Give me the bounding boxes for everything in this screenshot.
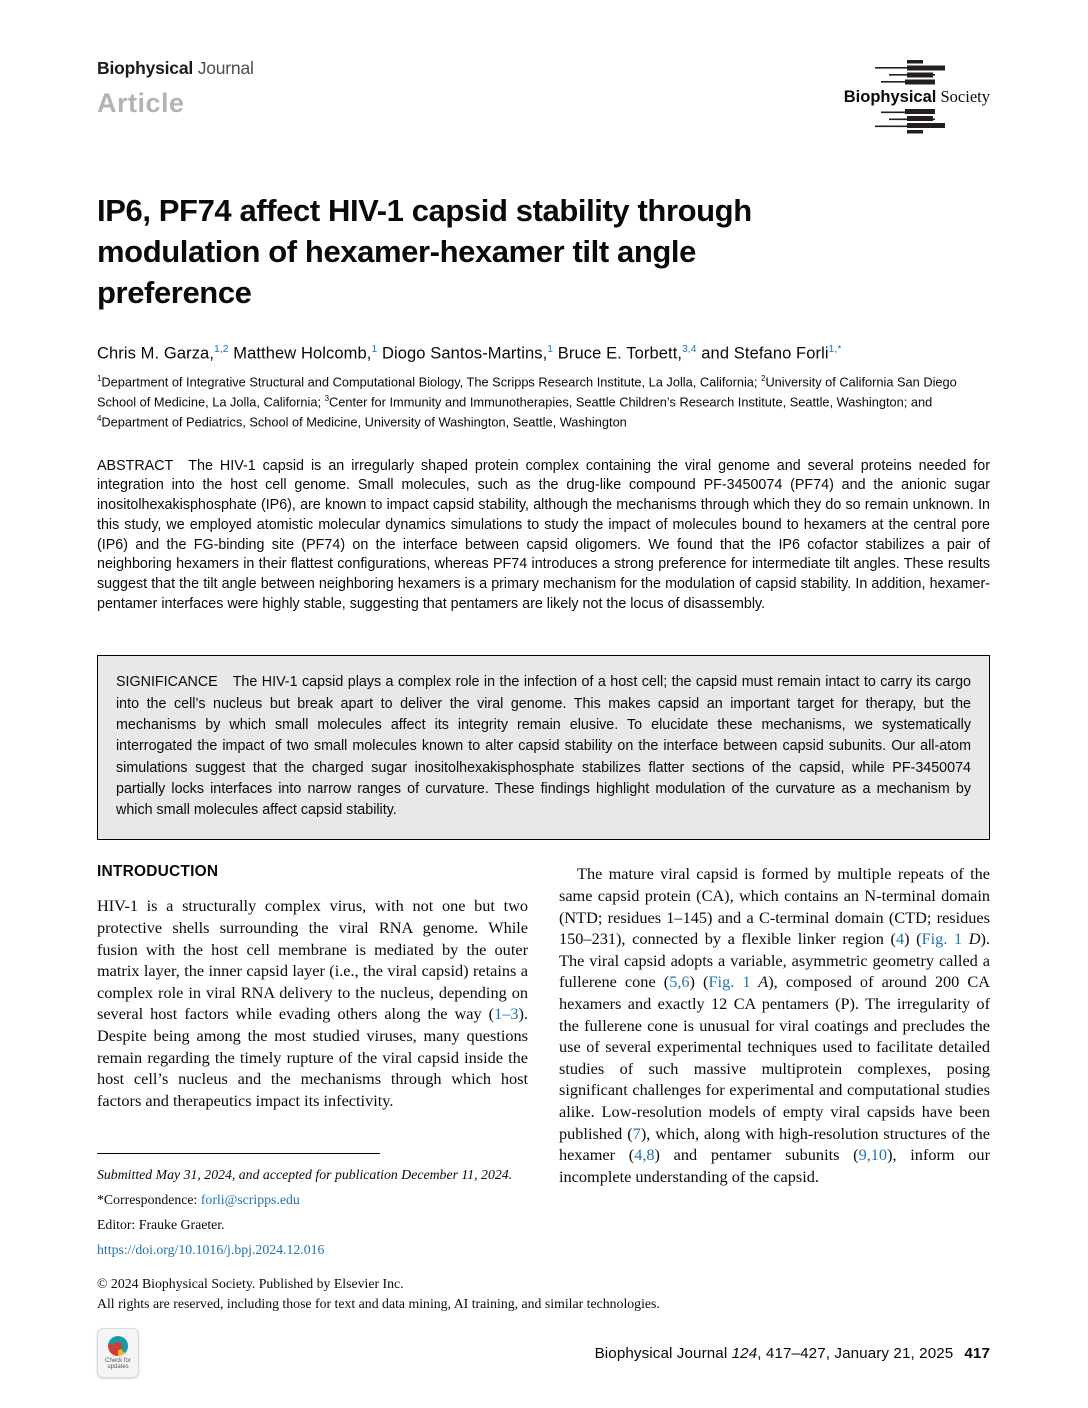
significance-label: SIGNIFICANCE <box>116 674 218 691</box>
editor-note: Editor: Frauke Graeter. <box>97 1217 225 1233</box>
text-segment: A <box>750 972 769 992</box>
text-segment: Chris M. Garza, <box>97 344 215 363</box>
footnote-divider <box>97 1153 380 1154</box>
check-for-updates-badge[interactable] <box>97 1328 139 1378</box>
footer-pages: , 417–427, January 21, 2025 <box>757 1344 954 1362</box>
text-segment: Department of Integrative Structural and Computational Biology, The Scripps Research Institute, La Jolla, California; <box>101 373 762 389</box>
inline-link[interactable]: 3,4 <box>682 344 697 355</box>
left-column <box>97 863 528 1265</box>
society-logo-bars-bottom <box>869 108 965 134</box>
journal-name-light: Journal <box>193 58 254 78</box>
society-name-light: Society <box>936 87 990 106</box>
text-segment: ) and pentamer subunits ( <box>654 1145 859 1165</box>
correspondence-email-link[interactable]: forli@scripps.edu <box>200 1192 300 1208</box>
text-segment: ), inform our incomplete understanding of the capsid. <box>559 1145 990 1186</box>
page-footer <box>97 1328 990 1378</box>
affiliations <box>97 371 990 431</box>
text-segment: ), which, along with high-resolution structures of the hexamer ( <box>559 1123 990 1165</box>
article-title <box>97 190 957 313</box>
text-segment: ) ( <box>904 929 922 949</box>
footer-page-number: 417 <box>964 1344 990 1362</box>
text-segment: Center for Immunity and Immunotherapies, Seattle Children’s Research Institute, Seattle, Washington; and <box>329 393 933 409</box>
inline-link[interactable]: 1 <box>371 344 378 355</box>
author-list <box>97 344 990 364</box>
crossmark-icon <box>108 1336 128 1356</box>
title-line-3: preference <box>97 275 252 310</box>
submitted-note: Submitted May 31, 2024, and accepted for publication December 11, 2024. <box>97 1167 513 1183</box>
article-type-label: Article <box>97 88 185 118</box>
society-logo-bars-top <box>869 60 965 86</box>
text-segment: ) ( <box>689 972 709 992</box>
text-segment: and Stefano Forli <box>696 344 829 363</box>
copyright-line-2: All rights are reserved, including those for text and data mining, AI training, and similar technologies. <box>97 1295 660 1311</box>
introduction-paragraph-1 <box>97 895 528 1111</box>
abstract-label: ABSTRACT <box>97 457 174 474</box>
footer-journal: Biophysical Journal <box>594 1344 732 1362</box>
copyright-line-1: © 2024 Biophysical Society. Published by Elsevier Inc. <box>97 1276 404 1292</box>
journal-name-bold: Biophysical <box>97 58 194 78</box>
running-footer-citation <box>595 1345 990 1362</box>
text-segment: Bruce E. Torbett, <box>553 344 683 363</box>
title-line-2: modulation of hexamer-hexamer tilt angle <box>97 234 696 269</box>
society-name <box>844 87 990 107</box>
inline-link[interactable]: Fig. 1 <box>921 929 963 949</box>
body-columns <box>97 863 990 1265</box>
inline-link[interactable]: 1,* <box>828 344 842 355</box>
inline-link[interactable]: 1–3 <box>494 1004 519 1024</box>
inline-link[interactable]: 4 <box>895 929 905 949</box>
text-segment: The mature viral capsid is formed by multiple repeats of the same capsid protein (CA), which contains an N-terminal domain (NTD; residues 1–145) and a C-terminal domain (CTD; residues 150–231), connected by a flexible linker region ( <box>559 864 990 949</box>
inline-link[interactable]: 1,2 <box>214 344 229 355</box>
footer-volume: 124 <box>731 1344 758 1362</box>
text-segment: University of California San Diego School of Medicine, La Jolla, California; <box>97 373 957 409</box>
abstract-text: The HIV-1 capsid is an irregularly shaped protein complex containing the viral genome and several proteins needed for integration into the host cell genome. Small molecules, such as the drug-like compound PF-3450074 (PF74) and the anionic sugar inositolhexakisphosphate (IP6), are known to impact capsid stability, although the mechanisms through which they do so remain unknown. In this study, we employed atomistic molecular dynamics simulations to study the impact of molecules bound to hexamers at the central pore (IP6) and the FG-binding site (PF74) on the interface between capsid oligomers. We found that the IP6 cofactor stabilizes a pair of neighboring hexamers in their flattest configurations, whereas PF74 introduces a strong preference for intermediate tilt angles. These results suggest that the tilt angle between neighboring hexamers is a primary mechanism for the modulation of capsid stability. In addition, hexamer-pentamer interfaces were highly stable, suggesting that pentamers are likely not the locus of disassembly. <box>97 457 990 612</box>
inline-link[interactable]: 9,10 <box>858 1145 888 1165</box>
text-segment: 4 <box>97 413 102 423</box>
abstract-paragraph <box>97 457 990 615</box>
text-segment: HIV-1 is a structurally complex virus, with not one but two protective shells surrounding the viral RNA genome. While fusion with the host cell membrane is mediated by the outer matrix layer, the inner capsid layer (i.e., the viral capsid) retains a complex role in viral RNA delivery to the nucleus, depending on several host factors while evading others along the way ( <box>97 896 528 1024</box>
journal-name <box>97 58 254 79</box>
introduction-heading: INTRODUCTION <box>97 863 219 881</box>
inline-link[interactable]: 5,6 <box>669 972 690 992</box>
footnote-block <box>97 1153 528 1265</box>
inline-link[interactable]: 1 <box>547 344 554 355</box>
text-segment: 1 <box>97 373 102 383</box>
masthead-left <box>97 58 254 119</box>
copyright-block <box>97 1274 990 1313</box>
text-segment: D <box>962 929 981 949</box>
text-segment: Matthew Holcomb, <box>228 344 372 363</box>
text-segment: Diogo Santos-Martins, <box>377 344 548 363</box>
biophysical-society-logo <box>844 60 990 134</box>
correspondence-note <box>97 1190 528 1210</box>
doi-link[interactable]: https://doi.org/10.1016/j.bpj.2024.12.016 <box>97 1242 325 1258</box>
title-line-1: IP6, PF74 affect HIV-1 capsid stability through <box>97 193 752 228</box>
text-segment: ), composed of around 200 CA hexamers and exactly 12 CA pentamers (P). The irregularity of the fullerene cone is unusual for viral coatings and precludes the use of several experimental techniques used to facilitate detailed studies of such massive multiprotein complexes, posing significant challenges for experimental and computational studies alike. Low-resolution models of empty viral capsids have been published ( <box>559 972 990 1143</box>
society-name-bold: Biophysical <box>843 88 937 106</box>
introduction-paragraph-2 <box>559 863 990 1187</box>
masthead <box>97 58 990 134</box>
inline-link[interactable]: 7 <box>632 1123 641 1143</box>
text-segment: ). The viral capsid adopts a variable, asymmetric geometry called a fullerene cone ( <box>559 929 991 992</box>
significance-text: The HIV-1 capsid plays a complex role in the infection of a host cell; the capsid must remain intact to carry its cargo into the cell’s nucleus but break apart to deliver the viral genome. This makes capsid an important target for therapy, but the mechanisms by which small molecules affect its integrity remain elusive. To elucidate these mechanisms, we systematically interrogated the impact of two small molecules known to alter capsid stability on the interface between capsid subunits. Our all-atom simulations suggest that the charged sugar inositolhexakisphosphate stabilizes flatter sections of the capsid, while PF-3450074 partially locks interfaces into narrow ranges of curvature. These findings highlight modulation of the curvature as a mechanism by which small molecules affect capsid stability. <box>116 674 971 819</box>
text-segment: 2 <box>761 373 766 383</box>
significance-box <box>97 655 990 840</box>
right-column <box>559 863 990 1265</box>
text-segment: 3 <box>324 393 330 403</box>
text-segment: Department of Pediatrics, School of Medicine, University of Washington, Seattle, Washington <box>101 413 627 429</box>
correspondence-label: *Correspondence: <box>97 1192 201 1208</box>
check-for-updates-label: Check for updates <box>105 1357 131 1371</box>
inline-link[interactable]: Fig. 1 <box>708 972 751 992</box>
text-segment: ). Despite being among the most studied viruses, many questions remain regarding the timely rupture of the viral capsid inside the host cell’s nucleus and the mechanisms through which host factors and therapeutics impact its infectivity. <box>97 1004 528 1110</box>
inline-link[interactable]: 4,8 <box>634 1145 655 1165</box>
